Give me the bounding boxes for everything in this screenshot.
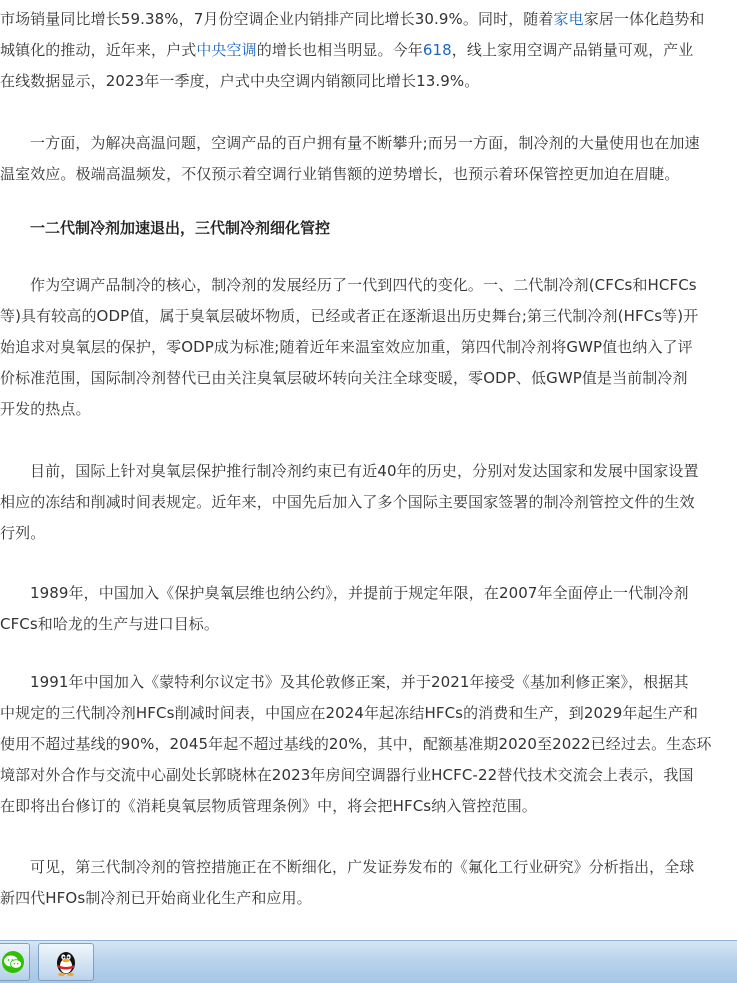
paragraph-line: 市场销量同比增长59.38%，7月份空调企业内销排产同比增长30.9%。同时，随着家电家居一体化趋势和: [0, 10, 705, 28]
qq-penguin-icon: [53, 947, 79, 977]
paragraph-1991: [0, 667, 737, 822]
paragraph-line: 在即将出台修订的《消耗臭氧层物质管理条例》中，将会把HFCs纳入管控范围。: [0, 797, 537, 815]
paragraph-line: 新四代HFOs制冷剂已开始商业化生产和应用。: [0, 889, 312, 907]
paragraph-line: 温室效应。极端高温频发，不仅预示着空调行业销售额的逆势增长，也预示着环保管控更加迫在眉睫。: [0, 165, 680, 183]
paragraph-international-control: [0, 456, 737, 549]
link-618[interactable]: 618: [422, 41, 452, 59]
paragraph-line: 在线数据显示，2023年一季度，户式中央空调内销额同比增长13.9%。: [0, 72, 480, 90]
wechat-icon: [0, 950, 26, 974]
link-jiadian[interactable]: 家电: [553, 10, 584, 28]
paragraph-fourth-gen: [0, 852, 737, 914]
section-heading: 一二代制冷剂加速退出，三代制冷剂细化管控: [30, 219, 331, 237]
paragraph-line: 1989年，中国加入《保护臭氧层维也纳公约》，并提前于规定年限，在2007年全面停止一代制冷剂: [30, 584, 689, 602]
paragraph-line: 一方面，为解决高温问题，空调产品的百户拥有量不断攀升;而另一方面，制冷剂的大量使用也在加速: [30, 134, 700, 152]
paragraph-refrigerant-history: [0, 270, 737, 425]
taskbar: [0, 940, 737, 983]
paragraph-line: 境部对外合作与交流中心副处长郭晓林在2023年房间空调器行业HCFC-22替代技术交流会上表示，我国: [0, 766, 694, 784]
paragraph-line: 价标准范围，国际制冷剂替代已由关注臭氧层破坏转向关注全球变暖，零ODP、低GWP值是当前制冷剂: [0, 369, 688, 387]
paragraph-line: 开发的热点。: [0, 400, 91, 418]
taskbar-button-qq[interactable]: [38, 943, 94, 981]
paragraph-market-sales: [0, 4, 737, 97]
paragraph-line: 目前，国际上针对臭氧层保护推行制冷剂约束已有近40年的历史，分别对发达国家和发展中国家设置: [30, 462, 699, 480]
paragraph-greenhouse: [0, 128, 737, 190]
link-central-ac[interactable]: 中央空调: [196, 41, 257, 59]
paragraph-line: 1991年中国加入《蒙特利尔议定书》及其伦敦修正案，并于2021年接受《基加利修正案》，根据其: [30, 673, 689, 691]
paragraph-line: 使用不超过基线的90%，2045年起不超过基线的20%，其中，配额基准期2020至2022已经过去。生态环: [0, 735, 712, 753]
paragraph-line: 中规定的三代制冷剂HFCs削减时间表，中国应在2024年起冻结HFCs的消费和生产，到2029年起生产和: [0, 704, 698, 722]
paragraph-line: 相应的冻结和削减时间表规定。近年来，中国先后加入了多个国际主要国家签署的制冷剂管控文件的生效: [0, 493, 695, 511]
paragraph-1989: [0, 578, 737, 640]
paragraph-line: 可见，第三代制冷剂的管控措施正在不断细化，广发证券发布的《氟化工行业研究》分析指出，全球: [30, 858, 695, 876]
paragraph-line: 始追求对臭氧层的保护，零ODP成为标准;随着近年来温室效应加重，第四代制冷剂将GWP值也纳入了评: [0, 338, 693, 356]
paragraph-line: 等)具有较高的ODP值，属于臭氧层破坏物质，已经或者正在逐渐退出历史舞台;第三代制冷剂(HFCs等)开: [0, 307, 699, 325]
paragraph-line: 行列。: [0, 524, 46, 542]
paragraph-line: CFCs和哈龙的生产与进口目标。: [0, 615, 219, 633]
paragraph-line: 城镇化的推动，近年来，户式中央空调的增长也相当明显。今年618，线上家用空调产品销量可观，产业: [0, 41, 694, 59]
taskbar-button-wechat[interactable]: [0, 943, 30, 981]
paragraph-line: 作为空调产品制冷的核心，制冷剂的发展经历了一代到四代的变化。一、二代制冷剂(CFCs和HCFCs: [30, 276, 697, 294]
